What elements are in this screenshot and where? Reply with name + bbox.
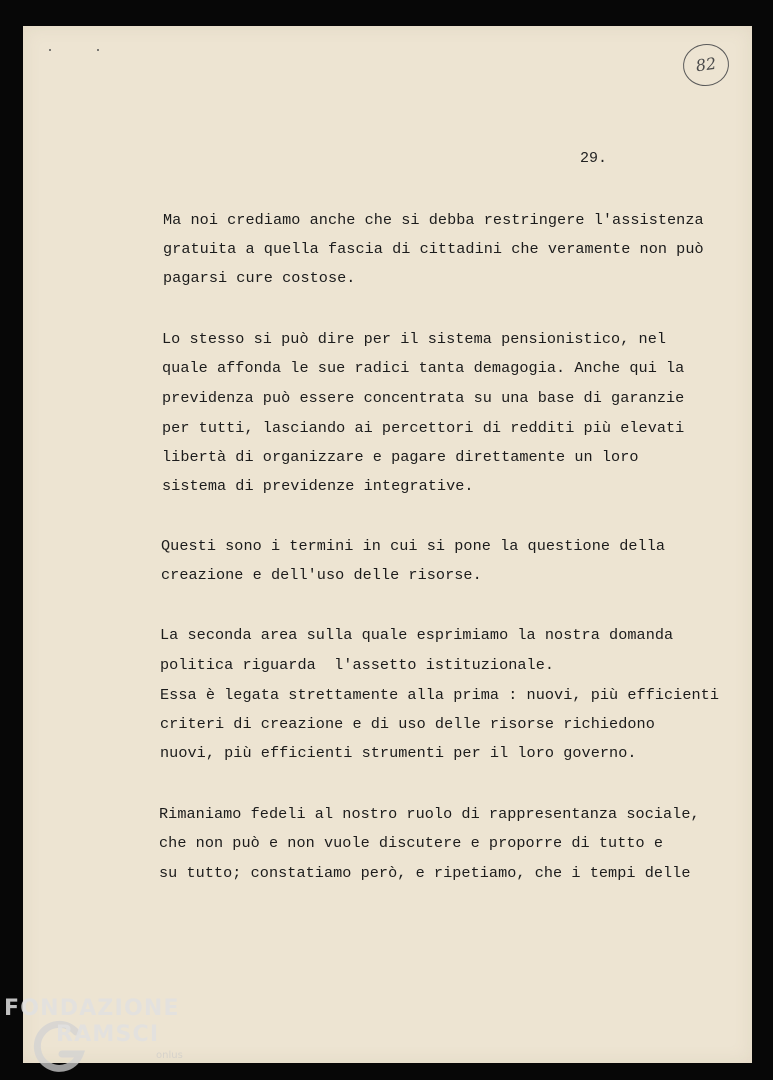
archive-number-stamp: 82	[680, 41, 731, 89]
text-line: per tutti, lasciando ai percettori di redditi più elevati	[162, 419, 685, 437]
text-line: che non può e non vuole discutere e proporre di tutto e	[159, 834, 664, 852]
text-line: creazione e dell'uso delle risorse.	[161, 566, 482, 584]
text-line: Lo stesso si può dire per il sistema pensionistico, nel	[162, 330, 667, 348]
paper-speck	[97, 49, 99, 51]
text-line: su tutto; constatiamo però, e ripetiamo, che i tempi delle	[159, 864, 691, 882]
text-line: politica riguarda l'assetto istituzionale.	[160, 656, 555, 674]
text-line: nuovi, più efficienti strumenti per il loro governo.	[160, 744, 637, 762]
watermark-line2: RAMSCI	[56, 1022, 160, 1047]
text-line: quale affonda le sue radici tanta demagogia. Anche qui la	[162, 359, 685, 377]
watermark-line1: FONDAZIONE	[4, 996, 180, 1021]
page-number: 29.	[580, 150, 608, 167]
text-line: gratuita a quella fascia di cittadini che veramente non può	[163, 240, 704, 258]
text-line: Ma noi crediamo anche che si debba restringere l'assistenza	[163, 211, 704, 229]
text-line: Rimaniamo fedeli al nostro ruolo di rappresentanza sociale,	[159, 805, 700, 823]
paper-speck	[49, 49, 51, 51]
text-line: sistema di previdenze integrative.	[162, 477, 474, 495]
text-line: Essa è legata strettamente alla prima : nuovi, più efficienti	[160, 686, 720, 704]
text-line: criteri di creazione e di uso delle risorse richiedono	[160, 715, 655, 733]
text-line: previdenza può essere concentrata su una base di garanzie	[162, 389, 685, 407]
text-line: La seconda area sulla quale esprimiamo la nostra domanda	[160, 626, 674, 644]
text-line: pagarsi cure costose.	[163, 269, 356, 287]
text-line: libertà di organizzare e pagare direttamente un loro	[162, 448, 639, 466]
watermark-suffix: onlus	[156, 1050, 183, 1061]
text-line: Questi sono i termini in cui si pone la questione della	[161, 537, 666, 555]
fondazione-gramsci-watermark	[4, 996, 204, 1080]
